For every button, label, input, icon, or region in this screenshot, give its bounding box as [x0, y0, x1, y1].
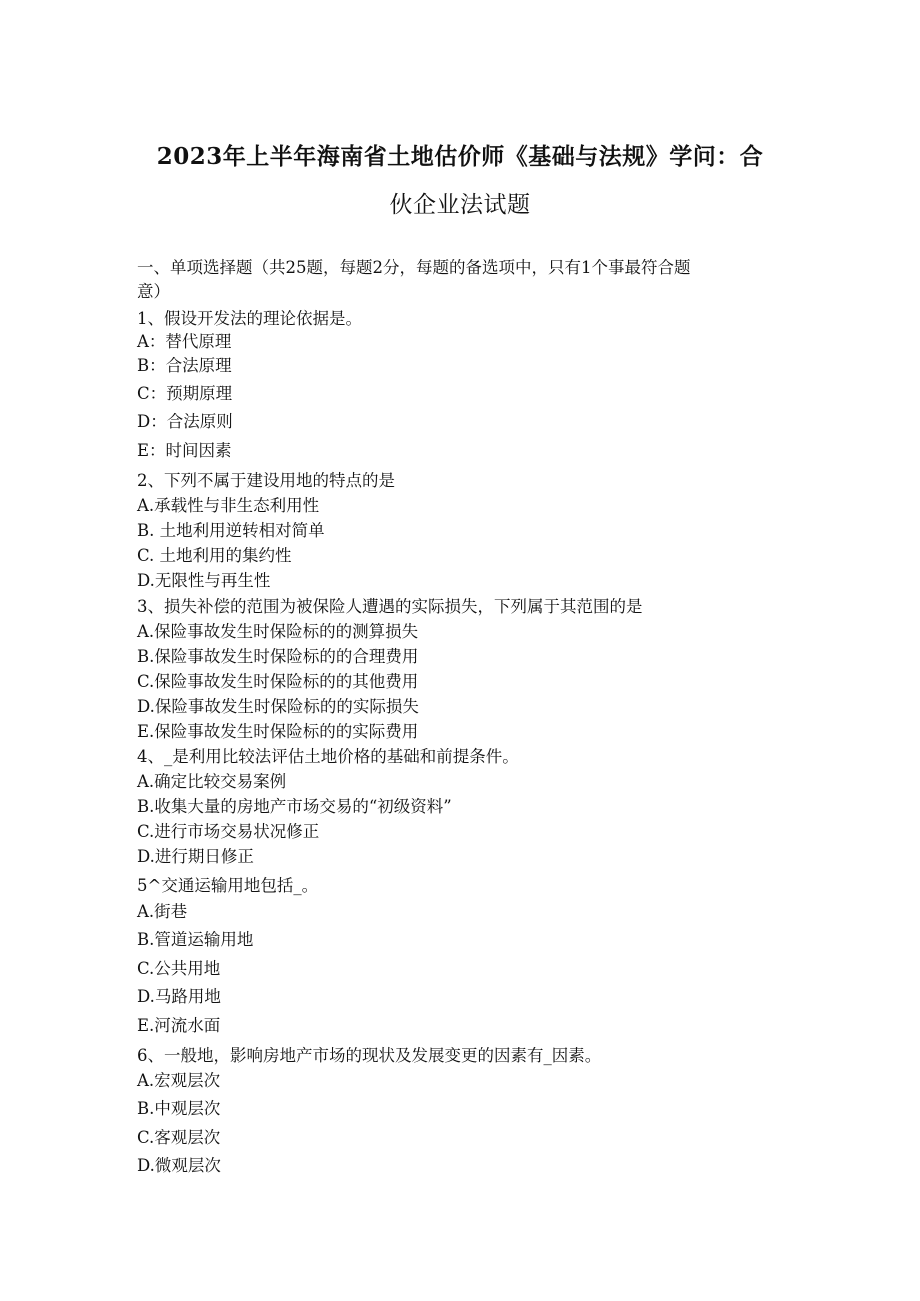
- document-title: 2023年上半年海南省土地估价师《基础与法规》学问：合: [156, 143, 764, 170]
- question-stem: 2、下列不属于建设用地的特点的是: [137, 471, 395, 490]
- question-option: C. 土地利用的集约性: [137, 546, 292, 565]
- question-option: D.微观层次: [137, 1156, 221, 1175]
- question-option: E：时间因素: [137, 441, 232, 460]
- question-option: D.马路用地: [137, 987, 221, 1006]
- question-stem: 4、_是利用比较法评估土地价格的基础和前提条件。: [137, 747, 519, 766]
- question-stem: 5^交通运输用地包括_。: [137, 876, 319, 895]
- document-title-continued: 伙企业法试题: [389, 192, 531, 218]
- question-option: D.保险事故发生时保险标的的实际损失: [137, 697, 419, 716]
- question-option: C：预期原理: [137, 384, 233, 403]
- question-option: C.客观层次: [137, 1128, 221, 1147]
- section-heading: 一、单项选择题（共25题，每题2分，每题的备选项中，只有1个事最符合题: [137, 258, 691, 277]
- question-stem: 1、假设开发法的理论依据是。: [137, 309, 362, 328]
- question-option: D.无限性与再生性: [137, 571, 271, 590]
- question-option: B.中观层次: [137, 1099, 221, 1118]
- question-option: A.保险事故发生时保险标的的测算损失: [137, 622, 419, 641]
- question-option: A：替代原理: [137, 332, 232, 351]
- question-option: C.进行市场交易状况修正: [137, 822, 320, 841]
- question-option: D：合法原则: [137, 412, 233, 431]
- question-option: C.保险事故发生时保险标的的其他费用: [137, 672, 419, 691]
- question-option: E.河流水面: [137, 1016, 221, 1035]
- question-option: A.承载性与非生态利用性: [137, 496, 320, 515]
- question-option: A.确定比较交易案例: [137, 772, 287, 791]
- question-option: A.街巷: [137, 902, 188, 921]
- question-option: C.公共用地: [137, 959, 221, 978]
- question-option: B.收集大量的房地产市场交易的“初级资料”: [137, 797, 452, 816]
- question-stem: 6、一般地，影响房地产市场的现状及发展变更的因素有_因素。: [137, 1046, 602, 1065]
- question-option: E.保险事故发生时保险标的的实际费用: [137, 722, 419, 741]
- question-option: B.保险事故发生时保险标的的合理费用: [137, 647, 419, 666]
- section-heading-continued: 意）: [137, 282, 170, 301]
- question-option: B.管道运输用地: [137, 930, 254, 949]
- question-option: D.进行期日修正: [137, 847, 254, 866]
- question-option: B. 土地利用逆转相对简单: [137, 521, 325, 540]
- question-option: A.宏观层次: [137, 1071, 221, 1090]
- question-option: B：合法原理: [137, 356, 232, 375]
- question-stem: 3、损失补偿的范围为被保险人遭遇的实际损失，下列属于其范围的是: [137, 597, 643, 616]
